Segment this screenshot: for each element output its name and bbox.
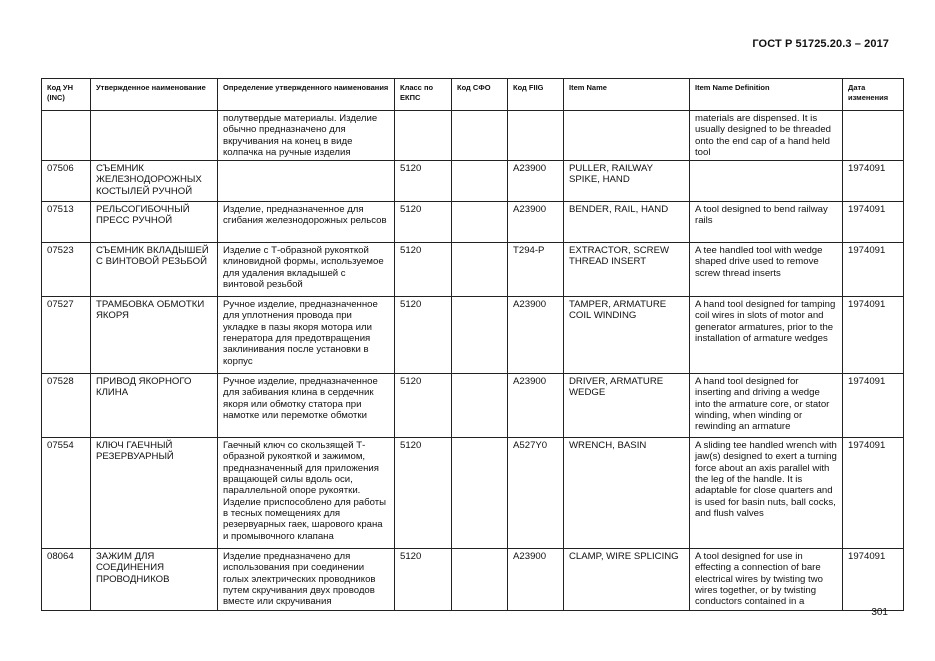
cell-def-en xyxy=(690,161,843,202)
table-row xyxy=(42,549,904,611)
cell-def-ru: Изделие с Т-образной рукояткой клиновидной формы, используемое для удаления вкладышей с винтовой резьбой xyxy=(218,243,395,297)
cell-inc: 07523 xyxy=(42,243,91,297)
cell-date: 1974091 xyxy=(843,202,904,243)
cell-item-name: PULLER, RAILWAY SPIKE, HAND xyxy=(564,161,690,202)
cell-sfo xyxy=(452,374,508,438)
cell-item-name: WRENCH, BASIN xyxy=(564,438,690,549)
header-row xyxy=(42,79,904,111)
cell-name-ru: ПРИВОД ЯКОРНОГО КЛИНА xyxy=(91,374,218,438)
cell-def-en: A tool designed for use in effecting a connection of bare electrical wires by twisting two wires together, or by twisting conductors contained in a xyxy=(690,549,843,611)
cell-date: 1974091 xyxy=(843,438,904,549)
cell-item-name: TAMPER, ARMATURE COIL WINDING xyxy=(564,297,690,374)
cell-sfo xyxy=(452,297,508,374)
table-row xyxy=(42,438,904,549)
cell-class: 5120 xyxy=(395,438,452,549)
cell-inc: 07527 xyxy=(42,297,91,374)
standard-header: ГОСТ Р 51725.20.3 – 2017 xyxy=(752,38,889,50)
cell-date xyxy=(843,111,904,161)
cell-def-en: A sliding tee handled wrench with jaw(s) designed to exert a turning force about an axis parallel with the leg of the handle. It is adaptable for close quarters and is used for basin nuts, ball cocks, and flush valves xyxy=(690,438,843,549)
col-header-name-ru: Утвержденное наименование xyxy=(91,79,218,111)
cell-sfo xyxy=(452,161,508,202)
cell-def-en: materials are dispensed. It is usually designed to be threaded onto the end cap of a hand held tool xyxy=(690,111,843,161)
cell-fiig: A23900 xyxy=(508,161,564,202)
cell-name-ru: ЗАЖИМ ДЛЯ СОЕДИНЕНИЯ ПРОВОДНИКОВ xyxy=(91,549,218,611)
cell-item-name: DRIVER, ARMATURE WEDGE xyxy=(564,374,690,438)
cell-inc: 07506 xyxy=(42,161,91,202)
cell-def-ru: Изделие, предназначенное для сгибания железнодорожных рельсов xyxy=(218,202,395,243)
cell-sfo xyxy=(452,202,508,243)
cell-fiig: A23900 xyxy=(508,297,564,374)
table-row xyxy=(42,202,904,243)
table-row xyxy=(42,243,904,297)
cell-class: 5120 xyxy=(395,243,452,297)
cell-def-ru xyxy=(218,161,395,202)
cell-inc xyxy=(42,111,91,161)
cell-def-ru: Ручное изделие, предназначенное для забивания клина в сердечник якоря или обмотку статора при намотке или перемотке обмотки xyxy=(218,374,395,438)
cell-def-ru: полутвердые материалы. Изделие обычно предназначено для вкручивания на конец в виде колпачка на ручные изделия xyxy=(218,111,395,161)
cell-name-ru: КЛЮЧ ГАЕЧНЫЙ РЕЗЕРВУАРНЫЙ xyxy=(91,438,218,549)
col-header-sfo: Код СФО xyxy=(452,79,508,111)
cell-item-name: BENDER, RAIL, HAND xyxy=(564,202,690,243)
cell-class: 5120 xyxy=(395,374,452,438)
cell-date: 1974091 xyxy=(843,161,904,202)
table-row xyxy=(42,297,904,374)
cell-sfo xyxy=(452,111,508,161)
col-header-item-name: Item Name xyxy=(564,79,690,111)
page-number: 301 xyxy=(871,607,888,618)
col-header-fiig: Код FIIG xyxy=(508,79,564,111)
cell-name-ru: СЪЕМНИК ЖЕЛЕЗНОДОРОЖНЫХ КОСТЫЛЕЙ РУЧНОЙ xyxy=(91,161,218,202)
cell-date: 1974091 xyxy=(843,243,904,297)
cell-inc: 08064 xyxy=(42,549,91,611)
cell-name-ru: СЪЕМНИК ВКЛАДЫШЕЙ С ВИНТОВОЙ РЕЗЬБОЙ xyxy=(91,243,218,297)
cell-date: 1974091 xyxy=(843,297,904,374)
cell-date: 1974091 xyxy=(843,549,904,611)
cell-def-ru: Ручное изделие, предназначенное для уплотнения провода при укладке в пазы якоря мотора или генератора для предотвращения заклинивания после установки в корпус xyxy=(218,297,395,374)
cell-def-en: A hand tool designed for tamping coil wires in slots of motor and generator armatures, prior to the installation of armature wedges xyxy=(690,297,843,374)
cell-inc: 07513 xyxy=(42,202,91,243)
col-header-date: Дата изменения xyxy=(843,79,904,111)
cell-fiig: T294-P xyxy=(508,243,564,297)
cell-sfo xyxy=(452,438,508,549)
cell-item-name: EXTRACTOR, SCREW THREAD INSERT xyxy=(564,243,690,297)
table-row xyxy=(42,374,904,438)
cell-fiig xyxy=(508,111,564,161)
cell-fiig: A23900 xyxy=(508,549,564,611)
col-header-def-en: Item Name Definition xyxy=(690,79,843,111)
cell-item-name: CLAMP, WIRE SPLICING xyxy=(564,549,690,611)
cell-sfo xyxy=(452,549,508,611)
cell-fiig: A23900 xyxy=(508,202,564,243)
cell-fiig: A527Y0 xyxy=(508,438,564,549)
cell-def-en: A tool designed to bend railway rails xyxy=(690,202,843,243)
col-header-inc: Код УН (INC) xyxy=(42,79,91,111)
cell-date: 1974091 xyxy=(843,374,904,438)
catalog-table xyxy=(41,78,904,611)
table-row xyxy=(42,161,904,202)
cell-class: 5120 xyxy=(395,549,452,611)
cell-class: 5120 xyxy=(395,161,452,202)
cell-def-en: A tee handled tool with wedge shaped drive used to remove screw thread inserts xyxy=(690,243,843,297)
cell-sfo xyxy=(452,243,508,297)
cell-name-ru: РЕЛЬСОГИБОЧНЫЙ ПРЕСС РУЧНОЙ xyxy=(91,202,218,243)
table-row xyxy=(42,111,904,161)
cell-class: 5120 xyxy=(395,297,452,374)
col-header-class: Класс по ЕКПС xyxy=(395,79,452,111)
col-header-def-ru: Определение утвержденного наименования xyxy=(218,79,395,111)
cell-class: 5120 xyxy=(395,202,452,243)
cell-inc: 07554 xyxy=(42,438,91,549)
cell-inc: 07528 xyxy=(42,374,91,438)
cell-name-ru xyxy=(91,111,218,161)
cell-def-ru: Гаечный ключ со скользящей Т-образной рукояткой и зажимом, предназначенный для приложения вращающей силы вдоль оси, параллельной опоре рукоятки. Изделие приспособлено для работы в тесных помещениях для резервуарных гаек, шарового крана и промывочного клапана xyxy=(218,438,395,549)
cell-def-ru: Изделие предназначено для использования при соединении голых электрических проводников путем скручивания двух проводов вместе или скручивания xyxy=(218,549,395,611)
cell-item-name xyxy=(564,111,690,161)
cell-name-ru: ТРАМБОВКА ОБМОТКИ ЯКОРЯ xyxy=(91,297,218,374)
cell-class xyxy=(395,111,452,161)
cell-fiig: A23900 xyxy=(508,374,564,438)
cell-def-en: A hand tool designed for inserting and driving a wedge into the armature core, or stator winding, when winding or rewinding an armature xyxy=(690,374,843,438)
